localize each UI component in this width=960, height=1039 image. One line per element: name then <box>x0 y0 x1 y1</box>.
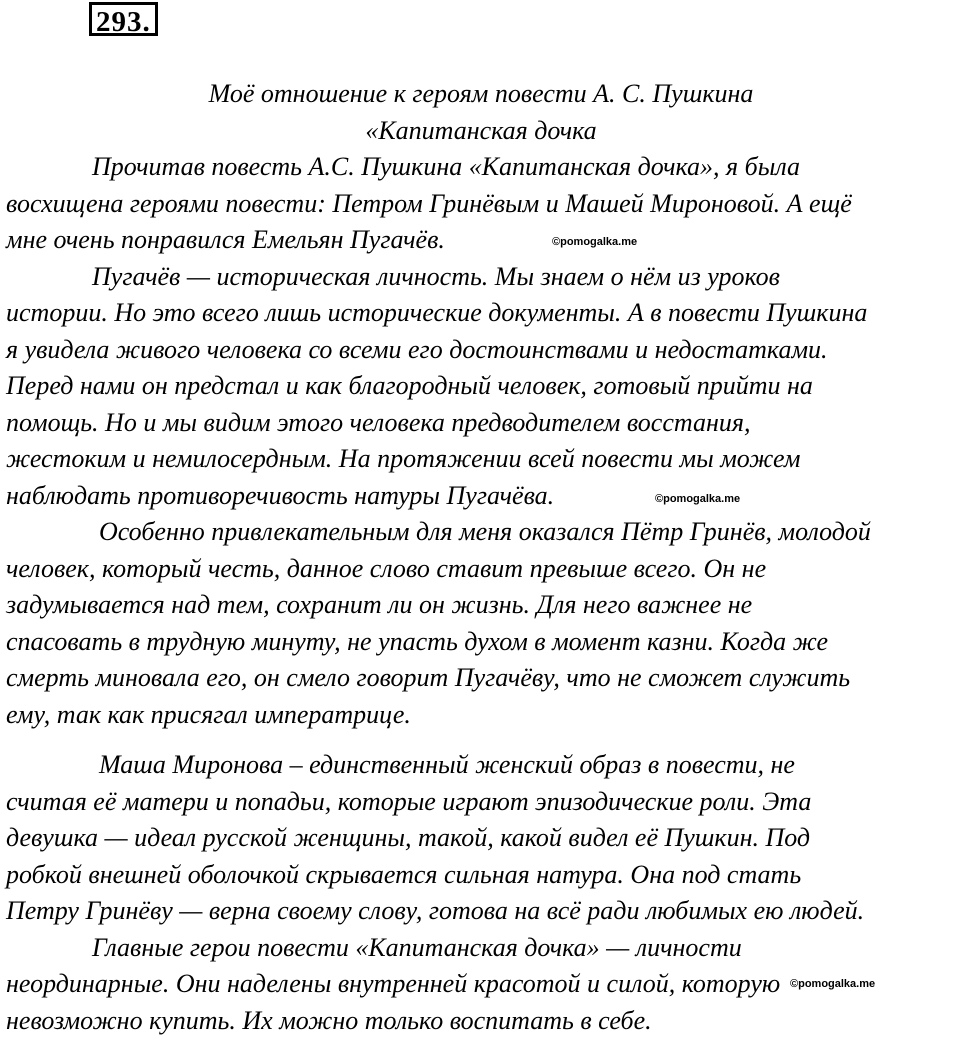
paragraph-2-line-5: помощь. Но и мы видим этого человека предводителем восстания, <box>6 405 956 442</box>
paragraph-2-line-1: Пугачёв — историческая личность. Мы знаем о нём из уроков <box>6 259 956 296</box>
paragraph-1-line-3: мне очень понравился Емельян Пугачёв. <box>6 222 956 259</box>
paragraph-1-line-1: Прочитав повесть А.С. Пушкина «Капитанская дочка», я была <box>6 149 956 186</box>
paragraph-4-line-3: девушка — идеал русской женщины, такой, какой видел её Пушкин. Под <box>6 820 956 857</box>
paragraph-5-line-3: невозможно купить. Их можно только воспитать в себе. <box>6 1003 956 1039</box>
paragraph-1-line-2: восхищена героями повести: Петром Гринёвым и Машей Мироновой. А ещё <box>6 186 956 223</box>
essay-title-line-2: «Капитанская дочка <box>6 113 956 150</box>
paragraph-3-line-5: смерть миновала его, он смело говорит Пугачёву, что не сможет служить <box>6 660 956 697</box>
watermark-1: ©pomogalka.me <box>552 236 637 248</box>
watermark-2: ©pomogalka.me <box>655 493 740 505</box>
essay-text <box>6 76 956 1039</box>
task-number-box: 293. <box>89 2 158 36</box>
paragraph-3-line-2: человек, который честь, данное слово ставит превыше всего. Он не <box>6 551 956 588</box>
paragraph-2-line-3: я увидела живого человека со всеми его достоинствами и недостатками. <box>6 332 956 369</box>
paragraph-5-line-2: неординарные. Они наделены внутренней красотой и силой, которую <box>6 966 956 1003</box>
paragraph-4-line-1: Маша Миронова – единственный женский образ в повести, не <box>6 747 956 784</box>
essay-title-line-1: Моё отношение к героям повести А. С. Пушкина <box>6 76 956 113</box>
paragraph-2-line-6: жестоким и немилосердным. На протяжении всей повести мы можем <box>6 441 956 478</box>
paragraph-4-line-4: робкой внешней оболочкой скрывается сильная натура. Она под стать <box>6 857 956 894</box>
paragraph-5-line-1: Главные герои повести «Капитанская дочка» — личности <box>6 930 956 967</box>
watermark-3: ©pomogalka.me <box>790 978 875 990</box>
paragraph-3-line-4: спасовать в трудную минуту, не упасть духом в момент казни. Когда же <box>6 624 956 661</box>
paragraph-3-line-1: Особенно привлекательным для меня оказался Пётр Гринёв, молодой <box>6 514 956 551</box>
paragraph-gap <box>6 733 956 747</box>
paragraph-3-line-3: задумывается над тем, сохранит ли он жизнь. Для него важнее не <box>6 587 956 624</box>
paragraph-2-line-2: истории. Но это всего лишь исторические документы. А в повести Пушкина <box>6 295 956 332</box>
paragraph-2-line-4: Перед нами он предстал и как благородный человек, готовый прийти на <box>6 368 956 405</box>
paragraph-4-line-5: Петру Гринёву — верна своему слову, готова на всё ради любимых ею людей. <box>6 893 956 930</box>
paragraph-3-line-6: ему, так как присягал императрице. <box>6 697 956 734</box>
paragraph-2-line-7: наблюдать противоречивость натуры Пугачёва. <box>6 478 956 515</box>
paragraph-4-line-2: считая её матери и попадьи, которые играют эпизодические роли. Эта <box>6 784 956 821</box>
